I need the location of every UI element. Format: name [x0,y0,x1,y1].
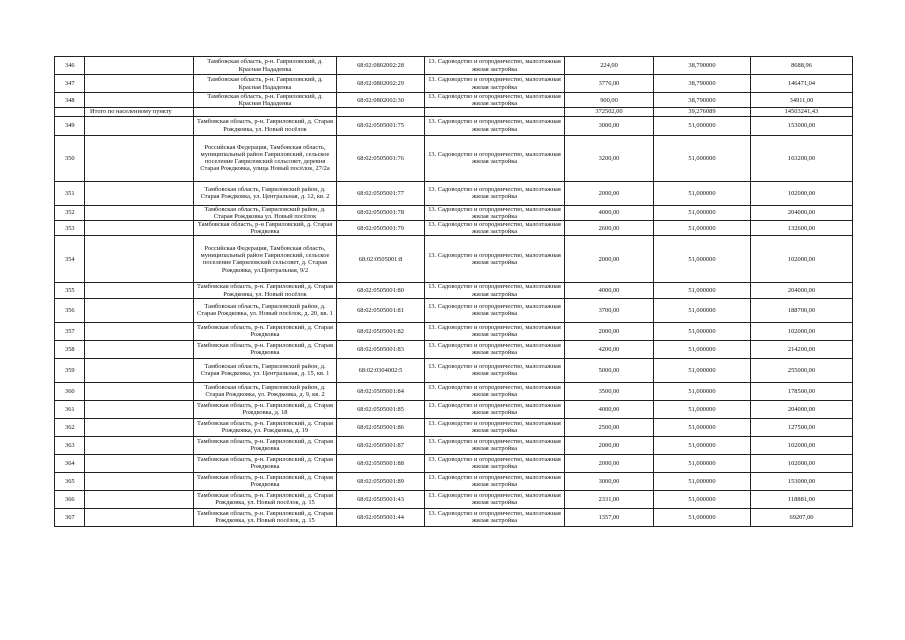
row-number-cell: 353 [55,221,85,236]
table-row [55,93,853,108]
total-label-cell: Итого по населенному пункту [85,108,194,116]
address-cell: Тамбовская область, Гавриловский район, д. Старая Рождковка ул. Новый посёлок [194,205,337,220]
area-cell: 4000,00 [565,283,654,298]
cadastral-number-cell: 68:02:0505001:88 [337,454,425,472]
value-cell: 204000,00 [751,205,853,220]
table-row [55,358,853,382]
rate-cell: 51,000000 [654,508,751,526]
rate-cell: 51,000000 [654,205,751,220]
cadastral-number-cell: 68:02:0505001:75 [337,116,425,135]
blank-cell [85,358,194,382]
table-row [55,236,853,283]
land-use-cell: 13. Садоводство и огородничество, малоэтажная жилая застройка [425,322,565,340]
address-cell: Тамбовская область, Гавриловский район, д. Старая Рождковка, ул. Новый посёлок, д. 20, кв. 1 [194,298,337,322]
area-cell: 372502,00 [565,108,654,116]
table-row [55,283,853,298]
address-cell: Тамбовская область, р-н. Гавриловский, д. Старая Рождковка, ул. Новый посёлок [194,116,337,135]
table-row [55,340,853,358]
row-number-cell: 361 [55,400,85,418]
area-cell: 2500,00 [565,418,654,436]
rate-cell: 51,000000 [654,382,751,400]
address-cell: Тамбовская область, Гавриловский район, д. Старая Рождковка, ул. Центральная, д. 12, кв. 2 [194,181,337,205]
rate-cell: 51,000000 [654,358,751,382]
row-number-cell: 359 [55,358,85,382]
address-cell: Тамбовская область, р-н. Гавриловский, д. Старая Рождковка, д. 18 [194,400,337,418]
land-use-cell: 13. Садоводство и огородничество, малоэтажная жилая застройка [425,205,565,220]
value-cell: 146471,04 [751,75,853,93]
value-cell: 8688,96 [751,57,853,75]
value-cell: 69207,00 [751,508,853,526]
address-cell: Российская Федерация, Тамбовская область, муниципальный район Гавриловский, сельское поселение Гавриловский сельсовет, д. Старая Рождковка, ул.Центральная, 9/2 [194,236,337,283]
rate-cell: 51,000000 [654,322,751,340]
rate-cell: 38,790000 [654,75,751,93]
table-row [55,205,853,220]
row-number-cell: 364 [55,454,85,472]
value-cell: 204000,00 [751,283,853,298]
blank-cell [85,116,194,135]
rate-cell: 39,276089 [654,108,751,116]
area-cell: 3776,00 [565,75,654,93]
land-use-cell: 13. Садоводство и огородничество, малоэтажная жилая застройка [425,472,565,490]
land-use-cell: 13. Садоводство и огородничество, малоэтажная жилая застройка [425,57,565,75]
table-row [55,135,853,181]
value-cell: 118881,00 [751,490,853,508]
area-cell: 2000,00 [565,322,654,340]
value-cell: 163200,00 [751,135,853,181]
address-cell: Тамбовская область, р-н. Гавриловский, д. Старая Рождковка, ул. Новый посёлок, д. 15 [194,508,337,526]
address-cell: Тамбовская область, р-н. Гавриловский, д. Старая Рождковка [194,322,337,340]
blank-cell [85,472,194,490]
blank-cell [85,75,194,93]
cadastral-number-cell: 68:02:0802002:29 [337,75,425,93]
address-cell: Тамбовская область, Гавриловский район, д. Старая Рождковка, ул. Центральная, д. 15, кв. 1 [194,358,337,382]
blank-cell [85,181,194,205]
rate-cell: 51,000000 [654,472,751,490]
value-cell: 34911,00 [751,93,853,108]
row-number-cell: 356 [55,298,85,322]
blank-cell [85,298,194,322]
blank-cell [85,436,194,454]
table-row [55,57,853,75]
value-cell: 127500,00 [751,418,853,436]
value-cell: 188700,00 [751,298,853,322]
value-cell: 178500,00 [751,382,853,400]
land-use-cell: 13. Садоводство и огородничество, малоэтажная жилая застройка [425,454,565,472]
cadastral-number-cell: 68:02:0505001:86 [337,418,425,436]
row-number-cell: 349 [55,116,85,135]
table-row [55,490,853,508]
cadastral-number-cell: 68:02:0505001:82 [337,322,425,340]
land-use-cell: 13. Садоводство и огородничество, малоэтажная жилая застройка [425,400,565,418]
blank-cell [85,205,194,220]
rate-cell: 51,000000 [654,400,751,418]
land-use-cell: 13. Садоводство и огородничество, малоэтажная жилая застройка [425,236,565,283]
address-cell: Тамбовская область, р-н. Гавриловский, д. Красная Нададенка [194,93,337,108]
row-number-cell: 367 [55,508,85,526]
area-cell: 2000,00 [565,436,654,454]
cadastral-number-cell: 68:02:0505001:76 [337,135,425,181]
area-cell: 4200,00 [565,340,654,358]
value-cell: 14503241,43 [751,108,853,116]
blank-cell [85,283,194,298]
blank-cell [85,490,194,508]
cadastral-number-cell: 68:02:0304002:5 [337,358,425,382]
row-number-cell: 347 [55,75,85,93]
land-use-cell: 13. Садоводство и огородничество, малоэтажная жилая застройка [425,116,565,135]
cadastral-number-cell: 68:02:0505001:79 [337,221,425,236]
value-cell: 204000,00 [751,400,853,418]
cadastral-number-cell: 68:02:0505001:89 [337,472,425,490]
area-cell: 4000,00 [565,400,654,418]
row-number-cell: 352 [55,205,85,220]
blank-cell [85,93,194,108]
cadastral-number-cell: 68:02:0505001:87 [337,436,425,454]
blank-cell [85,135,194,181]
area-cell: 3500,00 [565,382,654,400]
address-cell: Тамбовская область, р-н. Гавриловский, д. Старая Рождковка, ул. Новый посёлок [194,283,337,298]
row-number-cell: 366 [55,490,85,508]
land-use-cell: 13. Садоводство и огородничество, малоэтажная жилая застройка [425,283,565,298]
row-number-cell: 346 [55,57,85,75]
value-cell: 102000,00 [751,181,853,205]
address-cell: Тамбовская область, р-н. Гавриловский, д. Старая Рождковка [194,340,337,358]
table-row [55,418,853,436]
land-use-cell: 13. Садоводство и огородничество, малоэтажная жилая застройка [425,135,565,181]
table-row [55,298,853,322]
value-cell: 153000,00 [751,116,853,135]
cadastral-number-cell: 68:02:0505001:80 [337,283,425,298]
area-cell: 1357,00 [565,508,654,526]
row-number-cell: 351 [55,181,85,205]
row-number-cell: 348 [55,93,85,108]
blank-cell [85,57,194,75]
blank-cell [85,418,194,436]
table-row [55,382,853,400]
address-cell: Тамбовская область, р-н. Гавриловский, д. Старая Рождковка, ул. Новый посёлок, д. 15 [194,490,337,508]
blank-cell [85,221,194,236]
area-cell: 2000,00 [565,181,654,205]
area-cell: 3200,00 [565,135,654,181]
table-row [55,436,853,454]
area-cell: 900,00 [565,93,654,108]
rate-cell: 51,000000 [654,236,751,283]
row-number-cell: 358 [55,340,85,358]
rate-cell: 51,000000 [654,340,751,358]
table-row [55,116,853,135]
table-row [55,221,853,236]
table-row [55,400,853,418]
blank-cell [85,236,194,283]
total-row [55,108,853,116]
cadastral-number-cell: 68:02:0505001:85 [337,400,425,418]
blank-cell [85,454,194,472]
rate-cell: 38,790000 [654,57,751,75]
area-cell: 2000,00 [565,236,654,283]
land-use-cell: 13. Садоводство и огородничество, малоэтажная жилая застройка [425,382,565,400]
empty-cell [337,108,425,116]
row-number-cell: 357 [55,322,85,340]
rate-cell: 51,000000 [654,436,751,454]
area-cell: 5000,00 [565,358,654,382]
cadastral-number-cell: 68:02:0505001:77 [337,181,425,205]
table-row [55,322,853,340]
area-cell: 3000,00 [565,472,654,490]
row-number-cell: 350 [55,135,85,181]
empty-cell [55,108,85,116]
land-use-cell: 13. Садоводство и огородничество, малоэтажная жилая застройка [425,75,565,93]
area-cell: 2000,00 [565,454,654,472]
area-cell: 3000,00 [565,116,654,135]
land-use-cell: 13. Садоводство и огородничество, малоэтажная жилая застройка [425,436,565,454]
address-cell: Тамбовская область, р-н. Гавриловский, д. Красная Нададенка [194,75,337,93]
blank-cell [85,382,194,400]
value-cell: 132600,00 [751,221,853,236]
value-cell: 214200,00 [751,340,853,358]
land-use-cell: 13. Садоводство и огородничество, малоэтажная жилая застройка [425,93,565,108]
address-cell: Тамбовская область, р-н. Гавриловский, д. Красная Нададенка [194,57,337,75]
rate-cell: 51,000000 [654,116,751,135]
blank-cell [85,508,194,526]
address-cell: Российская Федерация, Тамбовская область, муниципальный район Гавриловский, сельское поселение Гавриловский сельсовет, деревня Старая Рождковка, улица Новый посёлок, 27/2а [194,135,337,181]
cadastral-number-cell: 68:02:0505001:83 [337,340,425,358]
value-cell: 255000,00 [751,358,853,382]
address-cell: Тамбовская область, р-н. Гавриловский, д. Старая Рождковка [194,472,337,490]
blank-cell [85,340,194,358]
land-use-cell: 13. Садоводство и огородничество, малоэтажная жилая застройка [425,340,565,358]
rate-cell: 51,000000 [654,283,751,298]
cadastral-number-cell: 68:02:0505001:84 [337,382,425,400]
land-use-cell: 13. Садоводство и огородничество, малоэтажная жилая застройка [425,490,565,508]
blank-cell [85,322,194,340]
address-cell: Тамбовская область, р-н. Гавриловский, д. Старая Рождковка, ул. Рождковка, д. 19 [194,418,337,436]
rate-cell: 51,000000 [654,454,751,472]
blank-cell [85,400,194,418]
table-row [55,181,853,205]
row-number-cell: 355 [55,283,85,298]
address-cell: Тамбовская область, Гавриловский район, д. Старая Рождковка, ул. Рождковка, д. 9, кв. 2 [194,382,337,400]
address-cell: Тамбовская область, р-н. Гавриловский, д. Старая Рождковка [194,454,337,472]
table-row [55,75,853,93]
rate-cell: 51,000000 [654,418,751,436]
empty-cell [425,108,565,116]
rate-cell: 51,000000 [654,135,751,181]
value-cell: 153000,00 [751,472,853,490]
cadastral-number-cell: 68:02:0505001:44 [337,508,425,526]
land-use-cell: 13. Садоводство и огородничество, малоэтажная жилая застройка [425,358,565,382]
land-use-cell: 13. Садоводство и огородничество, малоэтажная жилая застройка [425,298,565,322]
value-cell: 102000,00 [751,436,853,454]
area-cell: 3700,00 [565,298,654,322]
value-cell: 102000,00 [751,322,853,340]
value-cell: 102000,00 [751,454,853,472]
area-cell: 224,00 [565,57,654,75]
empty-cell [194,108,337,116]
cadastral-number-cell: 68:02:0505001:78 [337,205,425,220]
table-row [55,454,853,472]
cadastral-number-cell: 68:02:0802002:30 [337,93,425,108]
row-number-cell: 360 [55,382,85,400]
address-cell: Тамбовская область, р-н Гавриловский, д. Старая Рождковка [194,221,337,236]
row-number-cell: 354 [55,236,85,283]
value-cell: 102000,00 [751,236,853,283]
area-cell: 4000,00 [565,205,654,220]
rate-cell: 51,000000 [654,221,751,236]
rate-cell: 38,790000 [654,93,751,108]
table-body [55,57,853,527]
land-use-cell: 13. Садоводство и огородничество, малоэтажная жилая застройка [425,221,565,236]
row-number-cell: 363 [55,436,85,454]
cadastral-number-cell: 68:02:0505001:43 [337,490,425,508]
rate-cell: 51,000000 [654,298,751,322]
row-number-cell: 365 [55,472,85,490]
cadastral-number-cell: 68:02:0505001:81 [337,298,425,322]
table-row [55,472,853,490]
rate-cell: 51,000000 [654,490,751,508]
land-use-cell: 13. Садоводство и огородничество, малоэтажная жилая застройка [425,508,565,526]
cadastral-number-cell: 68:02:0505001:8 [337,236,425,283]
land-use-cell: 13. Садоводство и огородничество, малоэтажная жилая застройка [425,181,565,205]
row-number-cell: 362 [55,418,85,436]
area-cell: 2331,00 [565,490,654,508]
cadastral-number-cell: 68:02:0802002:28 [337,57,425,75]
address-cell: Тамбовская область, р-н. Гавриловский, д. Старая Рождковка [194,436,337,454]
area-cell: 2600,00 [565,221,654,236]
table-row [55,508,853,526]
cadastral-value-table [54,56,853,527]
land-use-cell: 13. Садоводство и огородничество, малоэтажная жилая застройка [425,418,565,436]
rate-cell: 51,000000 [654,181,751,205]
